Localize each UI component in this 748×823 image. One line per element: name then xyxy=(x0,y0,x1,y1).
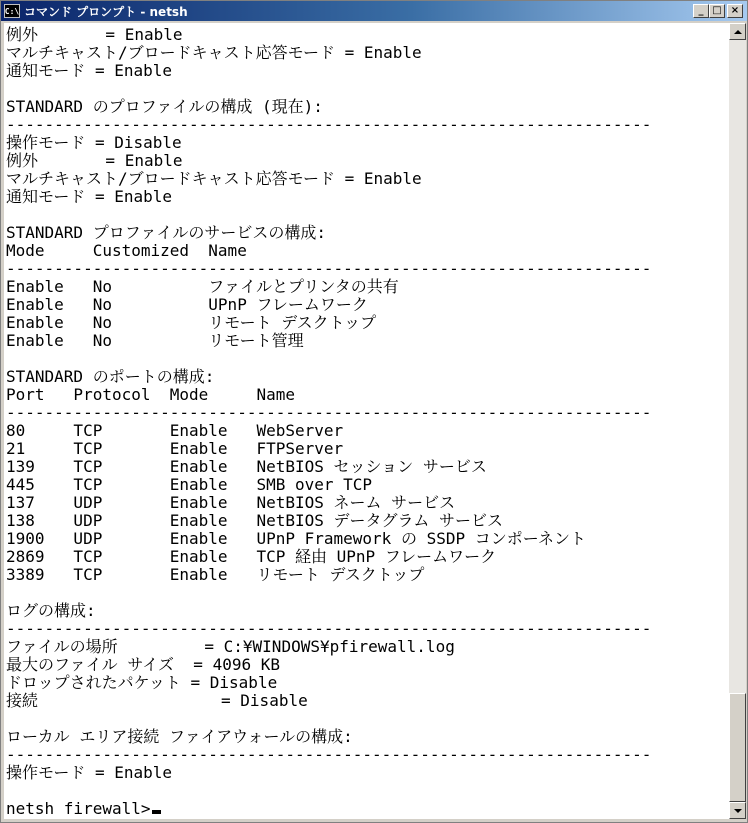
console-line: マルチキャスト/ブロードキャスト応答モード = Enable xyxy=(6,169,422,188)
console-line: Enable No UPnP フレームワーク xyxy=(6,295,368,314)
console-line: ------------------------------------------------------------------- xyxy=(6,259,652,278)
console-line: 例外 = Enable xyxy=(6,25,183,44)
console-line: マルチキャスト/ブロードキャスト応答モード = Enable xyxy=(6,43,422,62)
console-line: ------------------------------------------------------------------- xyxy=(6,115,652,134)
console-line xyxy=(6,584,651,602)
window-title: コマンド プロンプト - netsh xyxy=(24,4,188,19)
console-lines xyxy=(6,26,651,818)
console-line: STANDARD のポートの構成: xyxy=(6,367,215,386)
console-line: ファイルの場所 = C:¥WINDOWS¥pfirewall.log xyxy=(6,637,455,656)
maximize-button[interactable]: □ xyxy=(709,4,725,18)
console-line: Mode Customized Name xyxy=(6,241,247,260)
console-line: 操作モード = Disable xyxy=(6,133,182,152)
console-line xyxy=(6,80,651,98)
console-line: ドロップされたパケット = Disable xyxy=(6,673,278,692)
console-line: 445 TCP Enable SMB over TCP xyxy=(6,475,373,494)
scroll-up-arrow-icon xyxy=(734,30,742,34)
scroll-down-arrow-icon xyxy=(734,809,742,813)
minimize-button[interactable]: _ xyxy=(693,4,709,18)
scroll-up-button[interactable] xyxy=(729,23,746,40)
console-line: Enable No リモート管理 xyxy=(6,331,304,350)
console-prompt: netsh firewall> xyxy=(6,800,651,818)
console-line xyxy=(6,350,651,368)
console-output[interactable] xyxy=(4,23,729,819)
console-line: Port Protocol Mode Name xyxy=(6,385,295,404)
console-line: 最大のファイル サイズ = 4096 KB xyxy=(6,655,280,674)
console-line: STANDARD プロファイルのサービスの構成: xyxy=(6,223,327,242)
command-prompt-icon[interactable]: C:\ xyxy=(4,4,20,18)
console-line: 1900 UDP Enable UPnP Framework の SSDP コンポーネント xyxy=(6,529,586,548)
scroll-down-button[interactable] xyxy=(729,802,746,819)
console-line: 操作モード = Enable xyxy=(6,763,173,782)
scroll-thumb[interactable] xyxy=(729,693,746,802)
console-line: STANDARD のプロファイルの構成 (現在): xyxy=(6,97,323,116)
console-line: 139 TCP Enable NetBIOS セッション サービス xyxy=(6,457,487,476)
console-line: 接続 = Disable xyxy=(6,691,308,710)
console-line: ------------------------------------------------------------------- xyxy=(6,745,652,764)
console-line xyxy=(6,782,651,800)
console-line: 通知モード = Enable xyxy=(6,61,173,80)
vertical-scrollbar[interactable] xyxy=(729,23,746,819)
console-line: 21 TCP Enable FTPServer xyxy=(6,439,344,458)
console-line: ------------------------------------------------------------------- xyxy=(6,403,652,422)
console-line: 3389 TCP Enable リモート デスクトップ xyxy=(6,565,425,584)
console-line: 通知モード = Enable xyxy=(6,187,173,206)
console-line: Enable No リモート デスクトップ xyxy=(6,313,377,332)
console-line: ------------------------------------------------------------------- xyxy=(6,619,652,638)
console-line xyxy=(6,710,651,728)
console-line: 2869 TCP Enable TCP 経由 UPnP フレームワーク xyxy=(6,547,497,566)
window-controls xyxy=(693,4,743,18)
title-bar[interactable] xyxy=(1,1,747,21)
console-line: 80 TCP Enable WebServer xyxy=(6,421,344,440)
text-cursor xyxy=(152,810,161,814)
console-line: 138 UDP Enable NetBIOS データグラム サービス xyxy=(6,511,503,530)
console-line: 例外 = Enable xyxy=(6,151,183,170)
console-line: 137 UDP Enable NetBIOS ネーム サービス xyxy=(6,493,456,512)
close-button[interactable]: × xyxy=(727,4,743,18)
console-line xyxy=(6,206,651,224)
console-line: ローカル エリア接続 ファイアウォールの構成: xyxy=(6,727,353,746)
console-line: ログの構成: xyxy=(6,601,96,620)
console-line: Enable No ファイルとプリンタの共有 xyxy=(6,277,399,296)
